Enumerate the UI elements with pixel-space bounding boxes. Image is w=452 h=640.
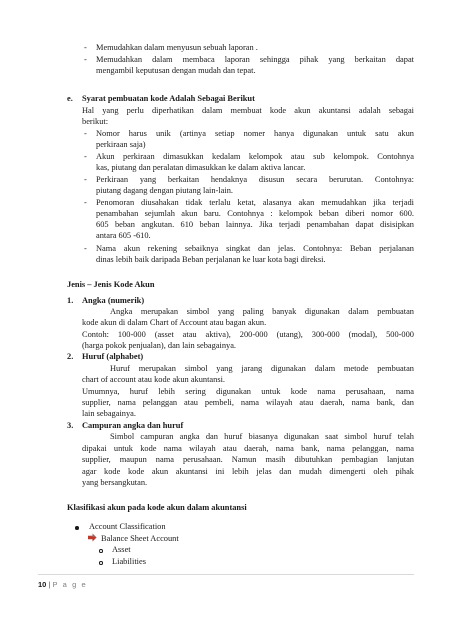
- dash-bullet: -: [84, 129, 87, 138]
- text-line: perkiraan saja): [96, 140, 146, 149]
- list-item: Balance Sheet Account: [101, 534, 179, 543]
- text-line: Huruf merupakan simbol yang jarang digunakan dalam metode pembuatan: [110, 364, 414, 373]
- dash-bullet: -: [84, 55, 87, 64]
- text-line: lain sebagainya.: [82, 409, 136, 418]
- text-line: mengambil keputusan dengan mudah dan tepat.: [96, 66, 256, 75]
- text-line: Hal yang perlu diperhatikan dalam membuat kode akun akuntansi adalah sebagai: [82, 106, 414, 115]
- text-line: supplier, nama pelanggan atau pembeli, nama wilayah atau daerah, nama bank, dan: [82, 398, 414, 407]
- text-line: (harga pokok penjualan), dan lain sebagainya.: [82, 341, 237, 350]
- list-item: Liabilities: [112, 557, 146, 566]
- text-line: agar kode kode akun akuntansi ini lebih jelas dan mudah dimengerti oleh pihak: [82, 467, 414, 476]
- list-number: 3.: [67, 421, 74, 430]
- text-line: dinas lebih baik daripada Beban perjalanan ke luar kota bagi direksi.: [96, 255, 326, 264]
- text-line: Akun perkiraan dimasukkan kedalam kelompok atau sub kelompok. Contohnya: [96, 152, 414, 161]
- text-line: supplier, maupun nama perusahaan. Namun masih dibutuhkan pembagian lanjutan: [82, 455, 414, 464]
- text-line: Nomor harus unik (artinya setiap nomer hanya digunakan untuk satu akun: [96, 129, 414, 138]
- footer-separator: |: [48, 580, 51, 589]
- text-line: chart of account atau kode akun akuntansi.: [82, 375, 226, 384]
- circle-bullet-icon: [99, 549, 103, 553]
- text-line: yang bersangkutan.: [82, 478, 148, 487]
- item-title: Huruf (alphabet): [82, 352, 144, 361]
- dash-bullet: -: [84, 198, 87, 207]
- list-number: 2.: [67, 352, 74, 361]
- text-line: Simbol campuran angka dan huruf biasanya digunakan saat simbol huruf telah: [110, 432, 414, 441]
- section-title: Syarat pembuatan kode Adalah Sebagai Berikut: [82, 94, 255, 103]
- text-line: piutang dagang dengan piutang lain-lain.: [96, 186, 233, 195]
- list-number: 1.: [67, 296, 74, 305]
- item-title: Campuran angka dan huruf: [82, 421, 184, 430]
- section-title: Jenis – Jenis Kode Akun: [67, 280, 155, 289]
- text-line: antara 605 -610.: [96, 231, 151, 240]
- text-line: 605 beban angkutan. 610 beban lainnya. Jika terjadi penambahan dapat disisipkan: [96, 220, 414, 229]
- dash-bullet: -: [84, 175, 87, 184]
- footer-divider: [38, 574, 414, 575]
- page-word: P a g e: [52, 580, 88, 589]
- text-line: kode akun di dalam Chart of Account atau bagan akun.: [82, 318, 267, 327]
- text-line: Memudahkan dalam membaca laporan sehingga pihak yang berkaitan dapat: [96, 55, 414, 64]
- section-marker: e.: [67, 94, 73, 103]
- circle-bullet-icon: [99, 561, 103, 565]
- text-line: Angka merupakan simbol yang paling banyak digunakan dalam pembuatan: [110, 307, 414, 316]
- text-line: Umumnya, huruf lebih sering digunakan untuk kode nama perusahaan, nama: [82, 387, 414, 396]
- text-line: kas, piutang dan peralatan dimasukkan ke dalam aktiva lancar.: [96, 163, 306, 172]
- dash-bullet: -: [84, 244, 87, 253]
- list-item: Asset: [112, 545, 131, 554]
- bullet-icon: [75, 526, 79, 530]
- text-line: Memudahkan dalam menyusun sebuah laporan .: [96, 43, 258, 52]
- item-title: Angka (numerik): [82, 296, 145, 305]
- arrow-icon: [88, 533, 97, 542]
- text-line: berikut:: [82, 117, 109, 126]
- text-line: Contoh: 100-000 (asset atau aktiva), 200-000 (utang), 300-000 (modal), 500-000: [82, 330, 414, 339]
- dash-bullet: -: [84, 152, 87, 161]
- text-line: penambahan sejumlah akun baru. Contohnya : kelompok beban diberi nomor 600.: [96, 209, 414, 218]
- text-line: Nama akun rekening sebaiknya singkat dan jelas. Contohnya: Beban perjalanan: [96, 244, 414, 253]
- dash-bullet: -: [84, 43, 87, 52]
- text-line: Penomoran diusahakan tidak terlalu ketat, alasanya akan memudahkan jika terjadi: [96, 198, 414, 207]
- text-line: Perkiraan yang berkaitan hendaknya disusun secara berurutan. Contohnya:: [96, 175, 414, 184]
- section-title: Klasifikasi akun pada kode akun dalam akuntansi: [67, 503, 247, 512]
- list-item: Account Classification: [89, 522, 166, 531]
- text-line: dipakai untuk kode nama wilayah atau daerah, nama bank, nama pelanggan, nama: [82, 444, 414, 453]
- page-footer: [38, 580, 87, 589]
- page-number: 10: [38, 580, 47, 589]
